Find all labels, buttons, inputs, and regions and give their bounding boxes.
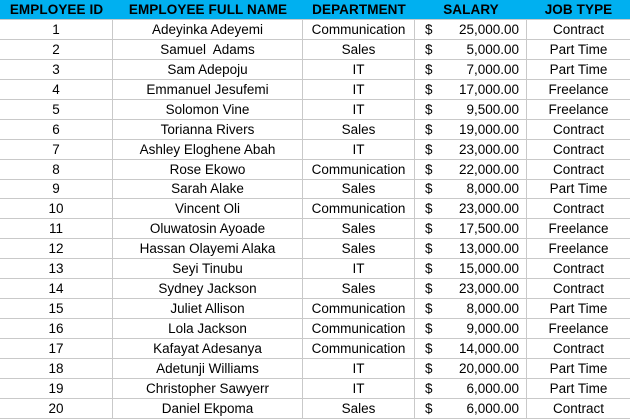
currency-symbol: $ bbox=[425, 61, 433, 77]
cell-employee-name[interactable]: Christopher Sawyerr bbox=[113, 379, 303, 398]
cell-employee-id[interactable]: 9 bbox=[0, 180, 113, 199]
cell-department[interactable]: IT bbox=[303, 60, 415, 79]
header-salary[interactable]: SALARY bbox=[443, 2, 499, 17]
cell-salary[interactable] bbox=[415, 259, 527, 278]
table-row bbox=[0, 40, 630, 60]
cell-job-type[interactable]: Contract bbox=[552, 21, 605, 37]
cell-department[interactable]: Communication bbox=[303, 160, 415, 179]
cell-job-type[interactable]: Part Time bbox=[549, 61, 608, 77]
currency-symbol: $ bbox=[425, 400, 433, 416]
table-row bbox=[0, 299, 630, 319]
currency-symbol: $ bbox=[425, 360, 433, 376]
cell-salary[interactable] bbox=[415, 20, 527, 39]
cell-job-type[interactable]: Freelance bbox=[548, 321, 609, 337]
cell-job-type[interactable]: Contract bbox=[552, 261, 605, 277]
currency-symbol: $ bbox=[425, 101, 433, 117]
currency-symbol: $ bbox=[425, 81, 433, 97]
cell-department[interactable]: Sales bbox=[303, 219, 415, 238]
cell-employee-name[interactable]: Ashley Eloghene Abah bbox=[113, 140, 303, 159]
cell-employee-name[interactable]: Vincent Oli bbox=[113, 199, 303, 218]
currency-symbol: $ bbox=[425, 41, 433, 57]
cell-job-type[interactable]: Contract bbox=[552, 281, 605, 297]
currency-symbol: $ bbox=[425, 141, 433, 157]
currency-symbol: $ bbox=[425, 161, 433, 177]
salary-amount: 8,000.00 bbox=[466, 181, 519, 197]
cell-department[interactable]: Communication bbox=[303, 199, 415, 218]
cell-employee-id[interactable]: 20 bbox=[0, 399, 113, 418]
cell-job-type[interactable]: Contract bbox=[552, 141, 605, 157]
salary-amount: 19,000.00 bbox=[458, 121, 519, 137]
currency-symbol: $ bbox=[425, 281, 433, 297]
cell-job-type[interactable]: Freelance bbox=[548, 81, 609, 97]
cell-employee-id[interactable]: 4 bbox=[0, 80, 113, 99]
table-row bbox=[0, 339, 630, 359]
table-row bbox=[0, 160, 630, 180]
salary-amount: 22,000.00 bbox=[458, 161, 519, 177]
salary-amount: 13,000.00 bbox=[458, 241, 519, 257]
cell-employee-id[interactable]: 18 bbox=[0, 359, 113, 378]
cell-department[interactable]: IT bbox=[303, 359, 415, 378]
table-row bbox=[0, 319, 630, 339]
cell-department[interactable]: Communication bbox=[303, 20, 415, 39]
salary-amount: 9,000.00 bbox=[466, 321, 519, 337]
cell-department[interactable]: Communication bbox=[303, 319, 415, 338]
cell-employee-name[interactable]: Seyi Tinubu bbox=[113, 259, 303, 278]
salary-amount: 6,000.00 bbox=[466, 380, 519, 396]
cell-job-type[interactable]: Part Time bbox=[549, 181, 608, 197]
cell-salary[interactable] bbox=[415, 219, 527, 238]
cell-employee-name[interactable]: Adeyinka Adeyemi bbox=[113, 20, 303, 39]
cell-employee-name[interactable]: Lola Jackson bbox=[113, 319, 303, 338]
cell-employee-name[interactable]: Adetunji Williams bbox=[113, 359, 303, 378]
salary-amount: 14,000.00 bbox=[458, 340, 519, 356]
cell-job-type[interactable]: Freelance bbox=[548, 241, 609, 257]
currency-symbol: $ bbox=[425, 201, 433, 217]
cell-employee-id[interactable]: 2 bbox=[0, 40, 113, 59]
cell-job-type[interactable]: Part Time bbox=[549, 380, 608, 396]
cell-employee-id[interactable]: 15 bbox=[0, 299, 113, 318]
cell-employee-id[interactable]: 19 bbox=[0, 379, 113, 398]
cell-employee-id[interactable]: 5 bbox=[0, 100, 113, 119]
cell-employee-id[interactable]: 8 bbox=[0, 160, 113, 179]
cell-salary[interactable] bbox=[415, 319, 527, 338]
table-row bbox=[0, 359, 630, 379]
cell-employee-id[interactable]: 6 bbox=[0, 120, 113, 139]
salary-amount: 7,000.00 bbox=[466, 61, 519, 77]
table-row bbox=[0, 80, 630, 100]
salary-amount: 23,000.00 bbox=[458, 281, 519, 297]
currency-symbol: $ bbox=[425, 321, 433, 337]
cell-employee-id[interactable]: 10 bbox=[0, 199, 113, 218]
cell-job-type[interactable]: Contract bbox=[552, 121, 605, 137]
cell-employee-name[interactable]: Sydney Jackson bbox=[113, 279, 303, 298]
currency-symbol: $ bbox=[425, 181, 433, 197]
currency-symbol: $ bbox=[425, 261, 433, 277]
table-row bbox=[0, 259, 630, 279]
cell-salary[interactable] bbox=[415, 140, 527, 159]
table-row bbox=[0, 120, 630, 140]
cell-employee-name[interactable]: Samuel Adams bbox=[113, 40, 303, 59]
cell-employee-name[interactable]: Sarah Alake bbox=[113, 180, 303, 199]
table-row bbox=[0, 140, 630, 160]
cell-employee-name[interactable]: Juliet Allison bbox=[113, 299, 303, 318]
cell-department[interactable]: Sales bbox=[303, 180, 415, 199]
cell-employee-name[interactable]: Sam Adepoju bbox=[113, 60, 303, 79]
cell-department[interactable]: Sales bbox=[303, 279, 415, 298]
cell-job-type[interactable]: Contract bbox=[552, 161, 605, 177]
salary-amount: 15,000.00 bbox=[458, 261, 519, 277]
cell-salary[interactable] bbox=[415, 160, 527, 179]
currency-symbol: $ bbox=[425, 380, 433, 396]
cell-salary[interactable] bbox=[415, 120, 527, 139]
cell-department[interactable]: Communication bbox=[303, 339, 415, 358]
cell-employee-name[interactable]: Daniel Ekpoma bbox=[113, 399, 303, 418]
cell-job-type[interactable]: Contract bbox=[552, 400, 605, 416]
cell-employee-id[interactable]: 11 bbox=[0, 219, 113, 238]
cell-department[interactable]: Sales bbox=[303, 239, 415, 258]
cell-employee-name[interactable]: Hassan Olayemi Alaka bbox=[113, 239, 303, 258]
cell-employee-name[interactable]: Oluwatosin Ayoade bbox=[113, 219, 303, 238]
table-row bbox=[0, 199, 630, 219]
cell-salary[interactable] bbox=[415, 40, 527, 59]
cell-employee-id[interactable]: 7 bbox=[0, 140, 113, 159]
cell-department[interactable]: Communication bbox=[303, 299, 415, 318]
table-row bbox=[0, 379, 630, 399]
cell-salary[interactable] bbox=[415, 239, 527, 258]
cell-employee-id[interactable]: 13 bbox=[0, 259, 113, 278]
table-row bbox=[0, 100, 630, 120]
currency-symbol: $ bbox=[425, 301, 433, 317]
header-employee-id[interactable]: EMPLOYEE ID bbox=[9, 2, 104, 17]
cell-employee-id[interactable]: 3 bbox=[0, 60, 113, 79]
table-body bbox=[0, 20, 630, 419]
cell-employee-id[interactable]: 17 bbox=[0, 339, 113, 358]
salary-amount: 20,000.00 bbox=[458, 360, 519, 376]
cell-department[interactable]: IT bbox=[303, 80, 415, 99]
salary-amount: 25,000.00 bbox=[458, 21, 519, 37]
cell-department[interactable]: IT bbox=[303, 379, 415, 398]
salary-amount: 6,000.00 bbox=[466, 400, 519, 416]
header-row bbox=[0, 0, 630, 20]
table-row bbox=[0, 60, 630, 80]
salary-amount: 17,500.00 bbox=[458, 221, 519, 237]
cell-salary[interactable] bbox=[415, 60, 527, 79]
cell-job-type[interactable]: Freelance bbox=[548, 221, 609, 237]
cell-salary[interactable] bbox=[415, 100, 527, 119]
salary-amount: 8,000.00 bbox=[466, 301, 519, 317]
cell-job-type[interactable]: Contract bbox=[552, 340, 605, 356]
cell-job-type[interactable]: Freelance bbox=[548, 101, 609, 117]
salary-amount: 23,000.00 bbox=[458, 201, 519, 217]
cell-salary[interactable] bbox=[415, 379, 527, 398]
cell-job-type[interactable]: Part Time bbox=[549, 41, 608, 57]
cell-salary[interactable] bbox=[415, 359, 527, 378]
header-employee-name[interactable]: EMPLOYEE FULL NAME bbox=[128, 2, 288, 17]
cell-salary[interactable] bbox=[415, 299, 527, 318]
cell-employee-name[interactable]: Solomon Vine bbox=[113, 100, 303, 119]
currency-symbol: $ bbox=[425, 121, 433, 137]
salary-amount: 17,000.00 bbox=[458, 81, 519, 97]
cell-job-type[interactable]: Contract bbox=[552, 201, 605, 217]
cell-salary[interactable] bbox=[415, 399, 527, 418]
table-row bbox=[0, 219, 630, 239]
salary-amount: 23,000.00 bbox=[458, 141, 519, 157]
salary-amount: 5,000.00 bbox=[466, 41, 519, 57]
cell-employee-name[interactable]: Emmanuel Jesufemi bbox=[113, 80, 303, 99]
cell-employee-name[interactable]: Kafayat Adesanya bbox=[113, 339, 303, 358]
cell-salary[interactable] bbox=[415, 279, 527, 298]
currency-symbol: $ bbox=[425, 241, 433, 257]
cell-department[interactable]: Sales bbox=[303, 40, 415, 59]
cell-employee-id[interactable]: 1 bbox=[0, 20, 113, 39]
cell-employee-id[interactable]: 14 bbox=[0, 279, 113, 298]
cell-job-type[interactable]: Part Time bbox=[549, 301, 608, 317]
cell-salary[interactable] bbox=[415, 199, 527, 218]
cell-job-type[interactable]: Part Time bbox=[549, 360, 608, 376]
cell-employee-id[interactable]: 12 bbox=[0, 239, 113, 258]
cell-salary[interactable] bbox=[415, 80, 527, 99]
cell-employee-name[interactable]: Torianna Rivers bbox=[113, 120, 303, 139]
header-job-type[interactable]: JOB TYPE bbox=[544, 2, 613, 17]
cell-employee-name[interactable]: Rose Ekowo bbox=[113, 160, 303, 179]
cell-department[interactable]: Sales bbox=[303, 399, 415, 418]
cell-department[interactable]: Sales bbox=[303, 120, 415, 139]
cell-employee-id[interactable]: 16 bbox=[0, 319, 113, 338]
header-department[interactable]: DEPARTMENT bbox=[312, 2, 406, 17]
currency-symbol: $ bbox=[425, 21, 433, 37]
cell-department[interactable]: IT bbox=[303, 140, 415, 159]
table-row bbox=[0, 239, 630, 259]
table-row bbox=[0, 399, 630, 419]
cell-department[interactable]: IT bbox=[303, 259, 415, 278]
cell-salary[interactable] bbox=[415, 180, 527, 199]
salary-amount: 9,500.00 bbox=[466, 101, 519, 117]
currency-symbol: $ bbox=[425, 221, 433, 237]
table-row bbox=[0, 20, 630, 40]
currency-symbol: $ bbox=[425, 340, 433, 356]
table-row bbox=[0, 180, 630, 200]
table-row bbox=[0, 279, 630, 299]
cell-department[interactable]: IT bbox=[303, 100, 415, 119]
cell-salary[interactable] bbox=[415, 339, 527, 358]
